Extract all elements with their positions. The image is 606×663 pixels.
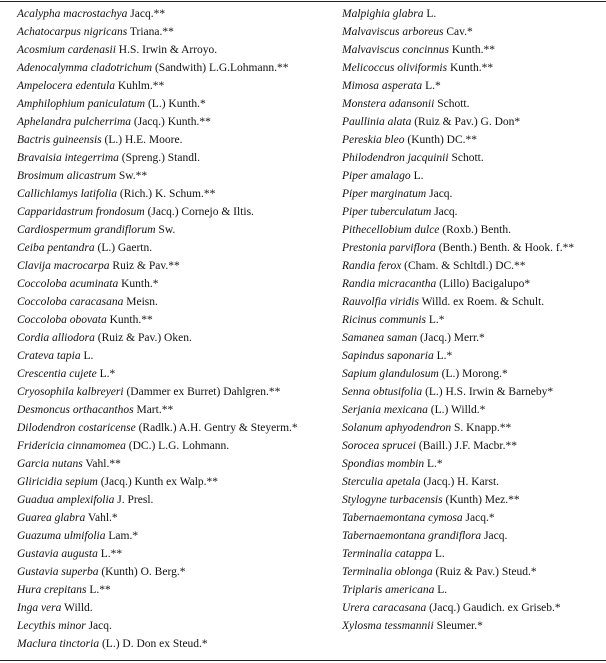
species-authority: Vahl.** <box>82 458 121 470</box>
species-authority: (Jacq.) Gaudich. ex Griseb.* <box>426 602 561 614</box>
species-authority: (Ruiz & Pav.) G. Don* <box>411 116 521 128</box>
species-authority: Lam.* <box>105 530 139 542</box>
species-entry <box>17 223 175 237</box>
species-entry <box>17 295 158 309</box>
species-entry <box>17 403 173 417</box>
species-authority: Willd. ex Roem. & Schult. <box>418 296 545 308</box>
species-entry <box>342 511 495 525</box>
species-authority: L. <box>434 584 448 596</box>
species-entry <box>17 43 217 57</box>
species-entry <box>342 223 511 237</box>
species-entry <box>17 637 208 651</box>
species-authority: (Ruiz & Pav.) Oken. <box>94 332 192 344</box>
species-name: Bravaisia integerrima <box>17 152 119 164</box>
species-authority: Schott. <box>434 98 470 110</box>
species-entry <box>342 421 511 435</box>
species-entry <box>17 511 118 525</box>
species-name: Solanum aphyodendron <box>342 422 452 434</box>
species-authority: (L.) Gaertn. <box>94 242 153 254</box>
species-name: Maclura tinctoria <box>17 638 100 650</box>
species-name: Piper tuberculatum <box>342 206 432 218</box>
species-name: Prestonia parviflora <box>342 242 436 254</box>
species-entry <box>17 7 165 21</box>
species-authority: L.** <box>97 548 123 560</box>
species-authority: Jacq. <box>481 530 508 542</box>
species-entry <box>17 79 164 93</box>
species-name: Malvaviscus arboreus <box>342 26 444 38</box>
species-authority: Meisn. <box>123 296 158 308</box>
species-entry <box>17 187 215 201</box>
species-entry <box>342 439 517 453</box>
species-name: Desmoncus orthacanthos <box>17 404 134 416</box>
species-authority: L.* <box>96 368 116 380</box>
species-authority: (L.) Willd.* <box>427 404 486 416</box>
species-authority: L. <box>410 170 424 182</box>
species-name: Urera caracasana <box>342 602 427 614</box>
species-name: Pithecellobium dulce <box>342 224 440 236</box>
species-entry <box>342 583 447 597</box>
species-name: Gliricidia sepium <box>17 476 98 488</box>
species-entry <box>342 205 458 219</box>
species-entry <box>17 259 180 273</box>
species-authority: (Spreng.) Standl. <box>118 152 201 164</box>
species-authority: Jacq.** <box>127 8 166 20</box>
species-authority: (Jacq.) Kunth.** <box>131 116 211 128</box>
species-entry <box>342 547 445 561</box>
species-name: Guazuma ulmifolia <box>17 530 106 542</box>
species-authority: (L.) H.E. Moore. <box>101 134 183 146</box>
species-name: Brosimum alicastrum <box>17 170 116 182</box>
species-authority: Sleumer.* <box>433 620 483 632</box>
species-authority: Vahl.* <box>85 512 118 524</box>
species-entry <box>342 601 561 615</box>
species-authority: L.* <box>433 350 453 362</box>
species-name: Ampelocera edentula <box>17 80 116 92</box>
species-entry <box>17 25 174 39</box>
species-name: Serjania mexicana <box>342 404 428 416</box>
species-entry <box>342 367 508 381</box>
species-authority: Sw.** <box>115 170 148 182</box>
species-name: Clavija macrocarpa <box>17 260 110 272</box>
species-authority: (L.) H.S. Irwin & Barneby* <box>422 386 554 398</box>
species-name: Sorocea sprucei <box>342 440 416 452</box>
species-name: Senna obtusifolia <box>342 386 423 398</box>
species-name: Sterculia apetala <box>342 476 421 488</box>
species-name: Acosmium cardenasii <box>17 44 116 56</box>
species-entry <box>342 529 507 543</box>
species-entry <box>17 385 280 399</box>
species-name: Crescentia cujete <box>17 368 97 380</box>
species-entry <box>17 529 138 543</box>
species-name: Garcia nutans <box>17 458 83 470</box>
species-name: Rauvolfia viridis <box>342 296 419 308</box>
species-authority: Kunth.** <box>449 44 495 56</box>
species-entry <box>342 349 452 363</box>
species-authority: (L.) Morong.* <box>438 368 508 380</box>
species-entry <box>342 457 443 471</box>
species-name: Achatocarpus nigricans <box>17 26 128 38</box>
species-name: Dilodendron costaricense <box>17 422 136 434</box>
species-entry <box>342 493 520 507</box>
species-authority: (L.) D. Don ex Steud.* <box>99 638 208 650</box>
species-authority: (Kunth) O. Berg.* <box>98 566 186 578</box>
species-authority: Schott. <box>448 152 484 164</box>
species-name: Gustavia superba <box>17 566 99 578</box>
species-name: Spondias mombin <box>342 458 425 470</box>
species-name: Lecythis minor <box>17 620 86 632</box>
table-bottom-rule <box>0 660 606 661</box>
species-name: Sapindus saponaria <box>342 350 434 362</box>
species-entry <box>17 115 211 129</box>
species-entry <box>342 61 493 75</box>
species-entry <box>342 403 485 417</box>
species-authority: (Rich.) K. Schum.** <box>117 188 216 200</box>
species-entry <box>17 439 229 453</box>
species-entry <box>342 7 436 21</box>
species-entry <box>17 349 93 363</box>
species-entry <box>17 493 153 507</box>
species-name: Samanea saman <box>342 332 418 344</box>
species-authority: (Cham. & Schltdl.) DC.** <box>401 260 526 272</box>
species-entry <box>342 97 469 111</box>
species-authority: (DC.) L.G. Lohmann. <box>125 440 230 452</box>
species-authority: S. Knapp.** <box>451 422 512 434</box>
species-name: Hura crepitans <box>17 584 87 596</box>
species-authority: Willd. <box>61 602 93 614</box>
species-entry <box>17 151 200 165</box>
species-name: Aphelandra pulcherrima <box>17 116 132 128</box>
species-authority: L.* <box>424 458 443 470</box>
species-name: Paullinia alata <box>342 116 412 128</box>
species-name: Cardiospermum grandiflorum <box>17 224 156 236</box>
species-entry <box>17 331 192 345</box>
species-entry <box>17 547 122 561</box>
species-entry <box>17 619 112 633</box>
species-authority: (Jacq.) H. Karst. <box>420 476 500 488</box>
table-top-rule <box>0 1 606 2</box>
species-entry <box>17 565 185 579</box>
species-authority: Jacq.* <box>462 512 495 524</box>
species-name: Guarea glabra <box>17 512 86 524</box>
species-entry <box>342 565 537 579</box>
species-authority: (Jacq.) Merr.* <box>417 332 485 344</box>
species-entry <box>342 277 530 291</box>
species-authority: L. <box>423 8 437 20</box>
species-authority: Kunth.** <box>447 62 494 74</box>
species-name: Triplaris americana <box>342 584 435 596</box>
species-authority: Cav.* <box>443 26 473 38</box>
species-name: Piper amalago <box>342 170 411 182</box>
species-authority: Ruiz & Pav.** <box>109 260 180 272</box>
species-name: Adenocalymma cladotrichum <box>17 62 153 74</box>
species-name: Guadua amplexifolia <box>17 494 115 506</box>
species-name: Cordia alliodora <box>17 332 95 344</box>
species-name: Coccoloba obovata <box>17 314 107 326</box>
species-authority: (Baill.) J.F. Macbr.** <box>416 440 517 452</box>
species-authority: L. <box>431 548 445 560</box>
species-name: Mimosa asperata <box>342 80 423 92</box>
species-name: Stylogyne turbacensis <box>342 494 443 506</box>
species-name: Sapium glandulosum <box>342 368 439 380</box>
species-name: Piper marginatum <box>342 188 427 200</box>
species-entry <box>17 241 152 255</box>
species-name: Cryosophila kalbreyeri <box>17 386 124 398</box>
species-authority: Kunth.* <box>118 278 159 290</box>
species-entry <box>342 187 452 201</box>
species-name: Capparidastrum frondosum <box>17 206 145 218</box>
species-entry <box>342 259 526 273</box>
species-authority: (Ruiz & Pav.) Steud.* <box>432 566 537 578</box>
species-entry <box>17 583 111 597</box>
species-authority: Kunth.** <box>106 314 153 326</box>
species-authority: (Kunth) DC.** <box>404 134 477 146</box>
species-authority: L.** <box>86 584 111 596</box>
species-name: Callichlamys latifolia <box>17 188 117 200</box>
species-name: Randia micracantha <box>342 278 437 290</box>
species-authority: (Jacq.) Cornejo & Iltis. <box>144 206 254 218</box>
species-entry <box>17 205 254 219</box>
species-entry <box>342 619 483 633</box>
species-name: Acalypha macrostachya <box>17 8 128 20</box>
species-name: Malvaviscus concinnus <box>342 44 449 56</box>
species-name: Tabernaemontana grandiflora <box>342 530 482 542</box>
species-entry <box>17 313 153 327</box>
species-authority: (Roxb.) Benth. <box>439 224 511 236</box>
species-entry <box>342 331 485 345</box>
species-authority: L. <box>80 350 94 362</box>
species-authority: Kuhlm.** <box>115 80 165 92</box>
species-authority: (Sandwith) L.G.Lohmann.** <box>152 62 289 74</box>
species-name: Terminalia catappa <box>342 548 432 560</box>
species-entry <box>342 169 423 183</box>
species-entry <box>17 367 115 381</box>
species-entry <box>17 169 147 183</box>
species-authority: H.S. Irwin & Arroyo. <box>115 44 218 56</box>
species-name: Amphilophium paniculatum <box>17 98 146 110</box>
species-name: Ceiba pentandra <box>17 242 95 254</box>
species-entry <box>342 241 574 255</box>
species-authority: (L.) Kunth.* <box>145 98 206 110</box>
species-authority: Jacq. <box>431 206 458 218</box>
species-authority: (Radlk.) A.H. Gentry & Steyerm.* <box>135 422 298 434</box>
species-name: Pereskia bleo <box>342 134 405 146</box>
species-entry <box>342 133 477 147</box>
species-authority: J. Presl. <box>114 494 154 506</box>
species-name: Inga vera <box>17 602 62 614</box>
species-name: Malpighia glabra <box>342 8 424 20</box>
species-name: Fridericia cinnamomea <box>17 440 126 452</box>
species-name: Bactris guineensis <box>17 134 102 146</box>
species-entry <box>17 133 182 147</box>
species-authority: (Dammer ex Burret) Dahlgren.** <box>123 386 281 398</box>
species-name: Monstera adansonii <box>342 98 435 110</box>
species-name: Philodendron jacquinii <box>342 152 449 164</box>
species-authority: (Jacq.) Kunth ex Walp.** <box>97 476 219 488</box>
species-authority: Mart.** <box>133 404 174 416</box>
species-authority: L.* <box>426 314 445 326</box>
species-name: Xylosma tessmannii <box>342 620 434 632</box>
species-entry <box>342 115 520 129</box>
species-authority: (Lillo) Bacigalupo* <box>436 278 531 290</box>
species-name: Melicoccus oliviformis <box>342 62 448 74</box>
species-entry <box>17 61 288 75</box>
species-authority: L.* <box>422 80 441 92</box>
species-entry <box>342 313 445 327</box>
species-authority: Jacq. <box>426 188 453 200</box>
species-authority: Triana.** <box>127 26 174 38</box>
species-entry <box>342 151 484 165</box>
species-name: Gustavia augusta <box>17 548 98 560</box>
species-entry <box>17 421 298 435</box>
species-entry <box>342 295 544 309</box>
species-name: Tabernaemontana cymosa <box>342 512 463 524</box>
species-entry <box>17 277 159 291</box>
species-entry <box>342 79 441 93</box>
species-entry <box>342 475 499 489</box>
species-entry <box>17 475 218 489</box>
species-name: Coccoloba acuminata <box>17 278 119 290</box>
species-entry <box>17 457 121 471</box>
species-name: Randia ferox <box>342 260 402 272</box>
species-entry <box>17 97 206 111</box>
species-entry <box>342 25 473 39</box>
species-entry <box>342 43 495 57</box>
species-authority: (Kunth) Mez.** <box>442 494 520 506</box>
species-authority: Jacq. <box>85 620 112 632</box>
species-entry <box>342 385 553 399</box>
species-authority: (Benth.) Benth. & Hook. f.** <box>435 242 575 254</box>
species-entry <box>17 601 93 615</box>
species-name: Coccoloba caracasana <box>17 296 124 308</box>
species-authority: Sw. <box>155 224 176 236</box>
species-name: Crateva tapia <box>17 350 81 362</box>
species-name: Ricinus communis <box>342 314 427 326</box>
species-name: Terminalia oblonga <box>342 566 433 578</box>
